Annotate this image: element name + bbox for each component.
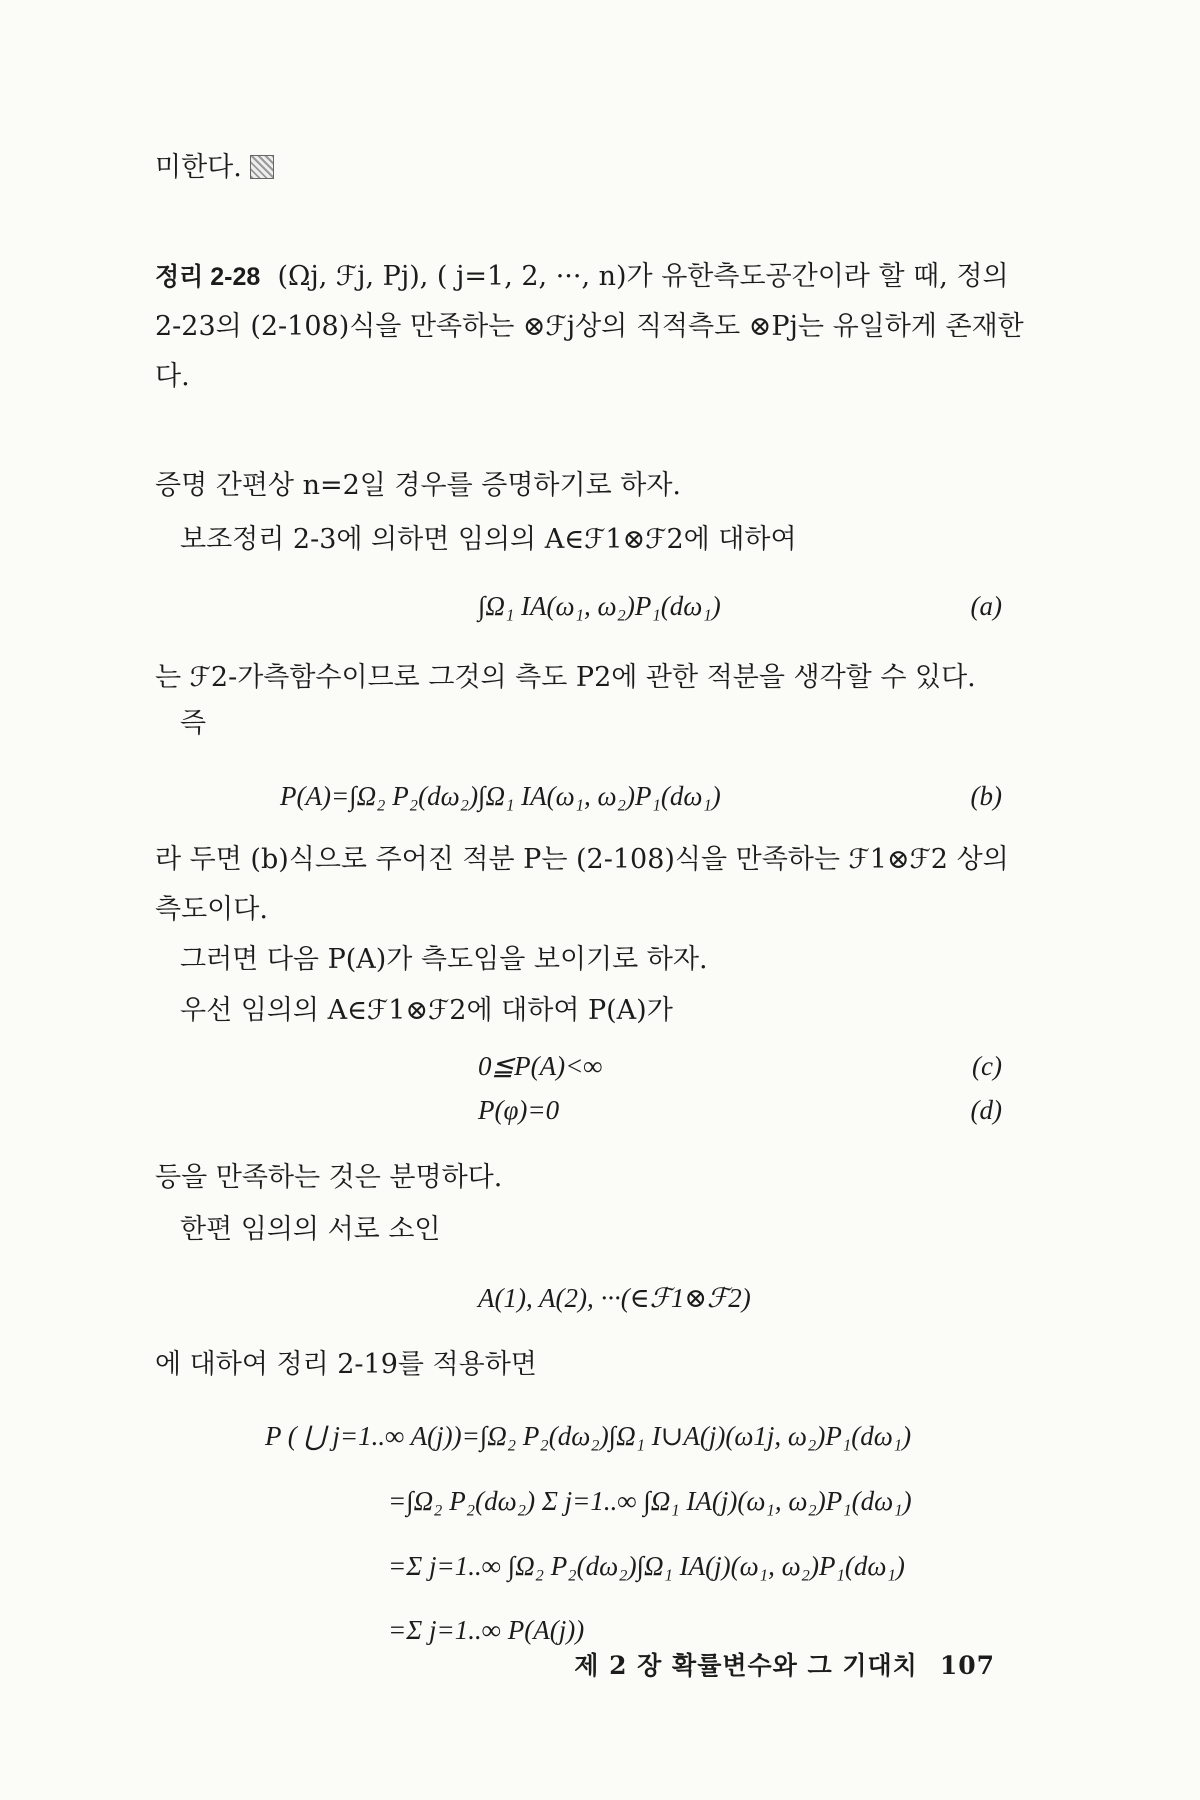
sum-equation-line-4: =Σ j=1..∞ P(A(j)) <box>388 1615 585 1645</box>
proof-line: 우선 임의의 A∈ℱ1⊗ℱ2에 대하여 P(A)가 <box>180 995 673 1026</box>
disjoint-sequence: A(1), A(2), ···(∈ℱ1⊗ℱ2) <box>478 1283 751 1313</box>
sum-equation-line-1: P ( ⋃ j=1..∞ A(j))=∫Ω₂ P₂(dω₂)∫Ω₁ I∪A(j)(ω1j, ω₂)P₁(dω₁) <box>265 1421 912 1451</box>
proof-line: 보조정리 2-3에 의하면 임의의 A∈ℱ1⊗ℱ2에 대하여 <box>180 524 797 555</box>
chapter-title: 제 2 장 확률변수와 그 기대치 <box>574 1651 918 1680</box>
theorem-label: 정리 2-28 <box>155 263 261 291</box>
page-footer <box>574 1646 995 1682</box>
proof-line: 그러면 다음 P(A)가 측도임을 보이기로 하자. <box>180 944 708 975</box>
equation-b: P(A)=∫Ω₂ P₂(dω₂)∫Ω₁ IA(ω₁, ω₂)P₁(dω₁) <box>280 781 721 811</box>
continued-text <box>155 150 274 186</box>
equation-tag-b: (b) <box>970 781 1002 811</box>
theorem-2-28 <box>155 252 1035 402</box>
qed-mark-icon <box>250 155 274 179</box>
proof-line: 한편 임의의 서로 소인 <box>180 1214 441 1245</box>
theorem-statement: (Ωj, ℱj, Pj), ( j=1, 2, ···, n)가 유한측도공간이라 할 때, 정의 2-23의 (2-108)식을 만족하는 ⊗ℱj상의 직적측도 ⊗Pj는 유일하게 존재한다. <box>155 261 1024 392</box>
sum-equation-line-3: =Σ j=1..∞ ∫Ω₂ P₂(dω₂)∫Ω₁ IA(j)(ω₁, ω₂)P₁(dω₁) <box>388 1551 905 1581</box>
proof-line: 즉 <box>180 708 207 739</box>
equation-d: P(φ)=0 <box>478 1095 560 1125</box>
equation-c: 0≦P(A)<∞ <box>478 1051 603 1081</box>
text-fragment: 미한다. <box>155 152 242 183</box>
proof-intro: 증명 간편상 n=2일 경우를 증명하기로 하자. <box>155 470 681 501</box>
equation-a: ∫Ω₁ IA(ω₁, ω₂)P₁(dω₁) <box>478 591 721 621</box>
equation-tag-d: (d) <box>970 1095 1002 1125</box>
equation-tag-a: (a) <box>970 591 1002 621</box>
equation-tag-c: (c) <box>972 1051 1002 1081</box>
proof-line: 에 대하여 정리 2-19를 적용하면 <box>155 1349 537 1380</box>
page-number: 107 <box>939 1651 995 1680</box>
proof-line: 등을 만족하는 것은 분명하다. <box>155 1162 503 1193</box>
proof-paragraph: 라 두면 (b)식으로 주어진 적분 P는 (2-108)식을 만족하는 ℱ1⊗ℱ2 상의 측도이다. <box>155 844 1009 925</box>
proof-line: 는 ℱ2-가측함수이므로 그것의 측도 P2에 관한 적분을 생각할 수 있다. <box>155 662 976 693</box>
sum-equation-line-2: =∫Ω₂ P₂(dω₂) Σ j=1..∞ ∫Ω₁ IA(j)(ω₁, ω₂)P₁(dω₁) <box>388 1486 912 1516</box>
